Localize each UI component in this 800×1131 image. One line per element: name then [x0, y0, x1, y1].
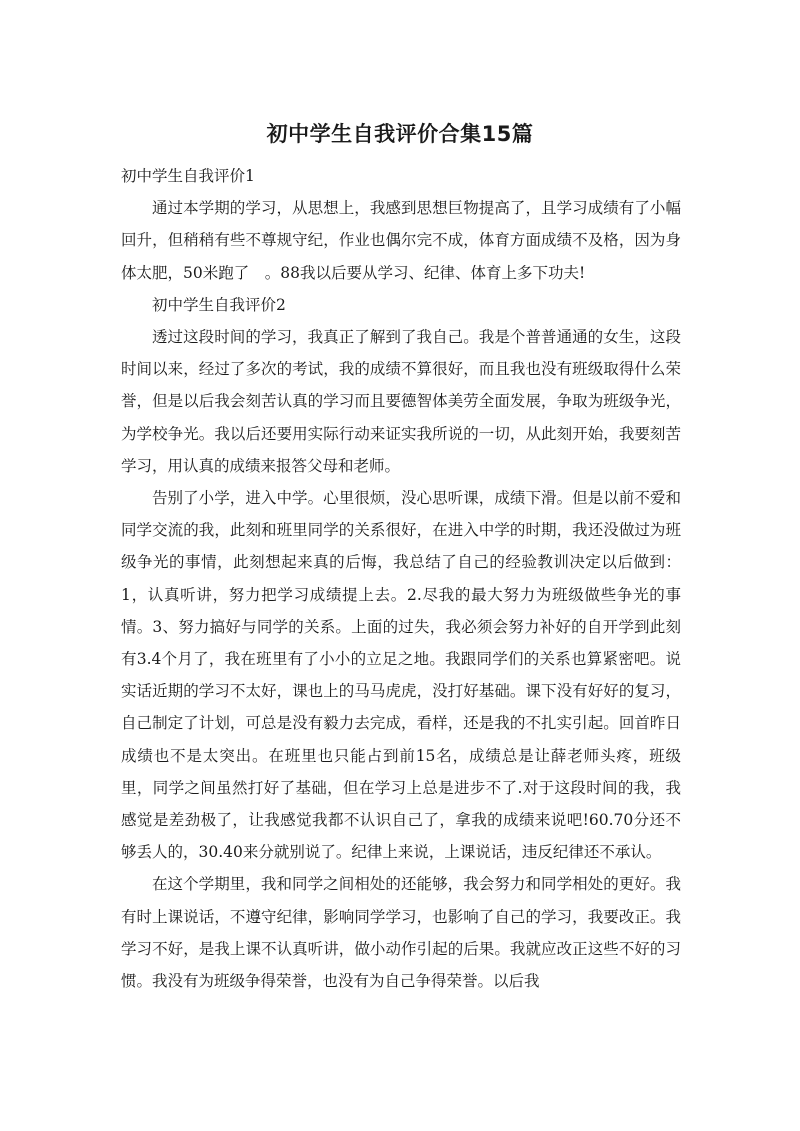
section-1-paragraph-1: 通过本学期的学习，从思想上，我感到思想巨物提高了，且学习成绩有了小幅回升，但稍稍有些不尊规守纪，作业也偶尔完不成，体育方面成绩不及格，因为身体太肥，50米跑了 。88我以后要从学习、纪律、体育上多下功夫!	[121, 199, 681, 282]
section-heading-2: 初中学生自我评价2	[152, 295, 286, 314]
section-2-paragraph-2: 告别了小学，进入中学。心里很烦，没心思听课，成绩下滑。但是以前不爱和同学交流的我，此刻和班里同学的关系很好，在进入中学的时期，我还没做过为班级争光的事情，此刻想起来真的后悔，我总结了自己的经验教训决定以后做到：1，认真听讲，努力把学习成绩提上去。2.尽我的最大努力为班级做些争光的事情。3、努力搞好与同学的关系。上面的过失，我必须会努力补好的自开学到此刻有3.4个月了，我在班里有了小小的立足之地。我跟同学们的关系也算紧密吧。说实话近期的学习不太好，课也上的马马虎虎，没打好基础。课下没有好好的复习，自己制定了计划，可总是没有毅力去完成，看样，还是我的不扎实引起。回首昨日成绩也不是太突出。在班里也只能占到前15名，成绩总是让薛老师头疼，班级里，同学之间虽然打好了基础，但在学习上总是进步不了.对于这段时间的我，我感觉是差劲极了，让我感觉我都不认识自己了，拿我的成绩来说吧!60.70分还不够丢人的，30.40来分就别说了。纪律上来说，上课说话，违反纪律还不承认。	[121, 489, 681, 862]
section-2-paragraph-1: 透过这段时间的学习，我真正了解到了我自己。我是个普普通通的女生，这段时间以来，经过了多次的考试，我的成绩不算很好，而且我也没有班级取得什么荣誉，但是以后我会刻苦认真的学习而且要德智体美劳全面发展，争取为班级争光，为学校争光。我以后还要用实际行动来证实我所说的一切，从此刻开始，我要刻苦学习，用认真的成绩来报答父母和老师。	[121, 328, 681, 475]
section-heading-1: 初中学生自我评价1	[121, 167, 255, 185]
document-title: 初中学生自我评价合集15篇	[266, 122, 534, 146]
document-body	[121, 160, 681, 997]
section-2-paragraph-3: 在这个学期里，我和同学之间相处的还能够，我会努力和同学相处的更好。我有时上课说话，不遵守纪律，影响同学学习，也影响了自己的学习，我要改正。我学习不好，是我上课不认真听讲，做小动作引起的后果。我就应改正这些不好的习惯。我没有为班级争得荣誉，也没有为自己争得荣誉。以后我	[121, 875, 681, 991]
